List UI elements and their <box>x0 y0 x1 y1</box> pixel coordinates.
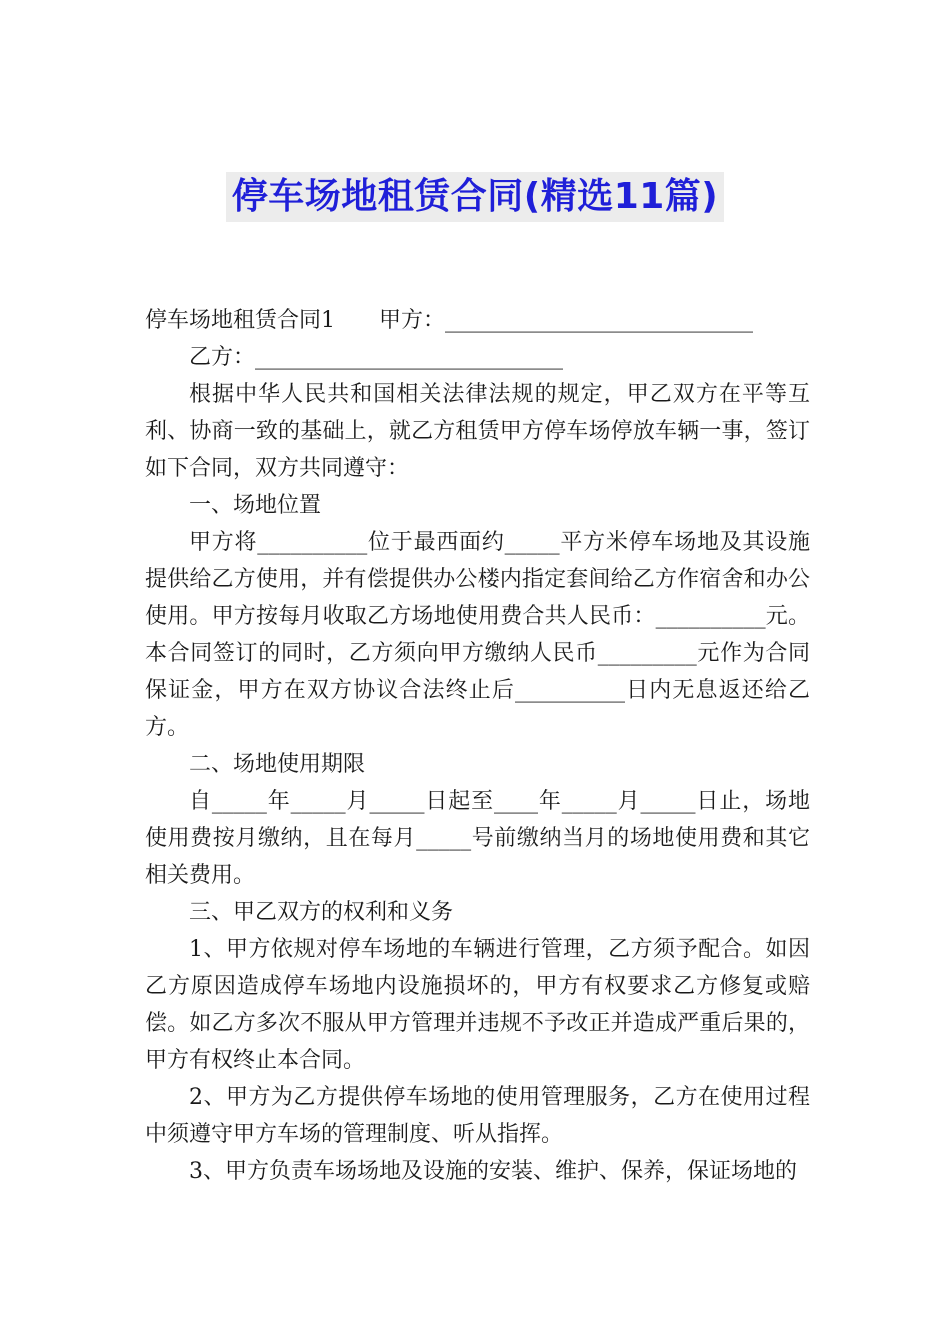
paragraph-term: 自_____年_____月_____日起至____年_____月_____日止，场地使用费按月缴纳，且在每月_____号前缴纳当月的场地使用费和其它相关费用。 <box>145 789 810 888</box>
party-a-line: 甲方：____________________________ <box>379 308 754 333</box>
contract-label: 停车场地租赁合同1 <box>145 308 335 333</box>
document-title: 停车场地租赁合同(精选11篇) <box>226 172 725 222</box>
section-heading-term: 二、场地使用期限 <box>189 752 366 777</box>
title-container <box>0 172 950 222</box>
party-b-line: 乙方：____________________________ <box>189 345 564 370</box>
document-body <box>145 302 810 1190</box>
paragraph-location: 甲方将__________位于最西面约_____平方米停车场地及其设施提供给乙方使用，并有偿提供办公楼内指定套间给乙方作宿舍和办公使用。甲方按每月收取乙方场地使用费合共人民币：__________元。本合同签订的同时，乙方须向甲方缴纳人民币_________元作为合同保证金，甲方在双方协议合法终止后__________日内无息返还给乙方。 <box>145 530 810 740</box>
paragraph-rights-3: 3、甲方负责车场场地及设施的安装、维护、保养，保证场地的 <box>189 1159 797 1184</box>
section-heading-location: 一、场地位置 <box>189 493 322 518</box>
paragraph-rights-1: 1、甲方依规对停车场地的车辆进行管理，乙方须予配合。如因乙方原因造成停车场地内设施损坏的，甲方有权要求乙方修复或赔偿。如乙方多次不服从甲方管理并违规不予改正并造成严重后果的，甲方有权终止本合同。 <box>145 937 810 1073</box>
intro-line <box>145 302 810 339</box>
paragraph-rights-2: 2、甲方为乙方提供停车场地的使用管理服务，乙方在使用过程中须遵守甲方车场的管理制度、听从指挥。 <box>145 1085 810 1147</box>
section-heading-rights: 三、甲乙双方的权利和义务 <box>189 900 454 925</box>
paragraph-preamble: 根据中华人民共和国相关法律法规的规定，甲乙双方在平等互利、协商一致的基础上，就乙方租赁甲方停车场停放车辆一事，签订如下合同，双方共同遵守： <box>145 382 810 481</box>
